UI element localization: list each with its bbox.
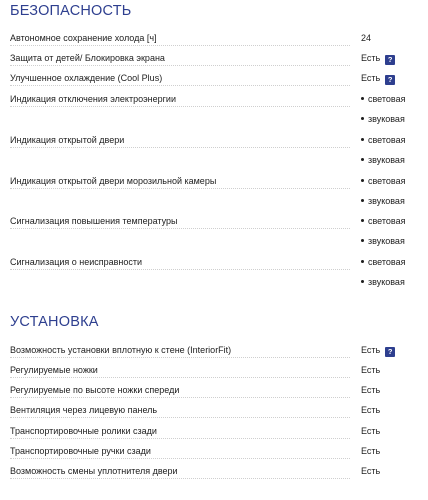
- help-icon[interactable]: ?: [385, 347, 395, 357]
- dotted-leader: [10, 377, 350, 378]
- dotted-leader: [10, 269, 350, 270]
- spec-row: [10, 380, 410, 400]
- spec-value: [361, 68, 395, 88]
- bullet-icon: [361, 219, 364, 222]
- option-text: световая: [368, 176, 406, 186]
- option-text: световая: [368, 216, 406, 226]
- spec-option: [361, 150, 405, 170]
- spec-option: [361, 130, 405, 150]
- spec-row: [10, 360, 410, 380]
- spec-label: Возможность смены уплотнителя двери: [10, 466, 178, 476]
- bullet-icon: [361, 199, 364, 202]
- dotted-leader: [10, 417, 350, 418]
- bullet-icon: [361, 280, 364, 283]
- dotted-leader: [10, 85, 350, 86]
- dotted-leader: [10, 397, 350, 398]
- dotted-leader: [10, 106, 350, 107]
- spec-value: Есть: [361, 426, 381, 436]
- spec-value-text: Есть: [361, 345, 381, 355]
- spec-row: [10, 461, 410, 481]
- dotted-leader: [10, 45, 350, 46]
- bullet-icon: [361, 179, 364, 182]
- spec-row: [10, 48, 410, 68]
- spec-value: [361, 340, 395, 360]
- spec-value-text: Есть: [361, 73, 381, 83]
- spec-option: [361, 171, 405, 191]
- spec-label: Улучшенное охлаждение (Cool Plus): [10, 73, 163, 83]
- spec-label: Индикация открытой двери морозильной камеры: [10, 176, 217, 186]
- spec-label: Транспортировочные ручки сзади: [10, 446, 151, 456]
- dotted-leader: [10, 188, 350, 189]
- section-title-installation: УСТАНОВКА: [10, 314, 99, 330]
- spec-option: [361, 191, 405, 211]
- spec-option: [361, 211, 405, 231]
- bullet-icon: [361, 117, 364, 120]
- help-icon[interactable]: ?: [385, 75, 395, 85]
- spec-value: Есть: [361, 385, 381, 395]
- bullet-icon: [361, 260, 364, 263]
- spec-label: Индикация отключения электроэнергии: [10, 94, 176, 104]
- spec-value: [361, 48, 395, 68]
- spec-label: Автономное сохранение холода [ч]: [10, 33, 157, 43]
- dotted-leader: [10, 228, 350, 229]
- option-text: звуковая: [368, 114, 405, 124]
- section-title-safety: БЕЗОПАСНОСТЬ: [10, 3, 132, 19]
- bullet-icon: [361, 158, 364, 161]
- dotted-leader: [10, 478, 350, 479]
- option-text: звуковая: [368, 196, 405, 206]
- spec-row: [10, 211, 410, 231]
- spec-row: [10, 252, 410, 272]
- option-text: звуковая: [368, 236, 405, 246]
- spec-option: [361, 272, 405, 292]
- dotted-leader: [10, 147, 350, 148]
- option-text: световая: [368, 94, 406, 104]
- bullet-icon: [361, 138, 364, 141]
- spec-value: Есть: [361, 466, 381, 476]
- spec-option: [361, 252, 405, 272]
- help-icon[interactable]: ?: [385, 55, 395, 65]
- spec-label: Регулируемые ножки: [10, 365, 98, 375]
- option-text: звуковая: [368, 277, 405, 287]
- option-text: звуковая: [368, 155, 405, 165]
- spec-row: [10, 340, 410, 360]
- spec-row: [10, 130, 410, 150]
- spec-label: Сигнализация повышения температуры: [10, 216, 178, 226]
- spec-label: Регулируемые по высоте ножки спереди: [10, 385, 180, 395]
- spec-row: [10, 89, 410, 109]
- spec-value-text: Есть: [361, 53, 381, 63]
- spec-row: [10, 28, 410, 48]
- spec-option: [361, 89, 405, 109]
- spec-label: Возможность установки вплотную к стене (InteriorFit): [10, 345, 232, 355]
- spec-option: [361, 109, 405, 129]
- dotted-leader: [10, 438, 350, 439]
- dotted-leader: [10, 357, 350, 358]
- spec-label: Транспортировочные ролики сзади: [10, 426, 157, 436]
- spec-row: [10, 421, 410, 441]
- spec-value: Есть: [361, 365, 381, 375]
- spec-label: Индикация открытой двери: [10, 135, 125, 145]
- spec-label: Вентиляция через лицевую панель: [10, 405, 158, 415]
- spec-option: [361, 231, 405, 251]
- option-text: световая: [368, 135, 406, 145]
- spec-row: [10, 68, 410, 88]
- spec-label: Защита от детей/ Блокировка экрана: [10, 53, 165, 63]
- dotted-leader: [10, 458, 350, 459]
- spec-row: [10, 171, 410, 191]
- spec-row: [10, 441, 410, 461]
- spec-row: [10, 400, 410, 420]
- option-text: световая: [368, 257, 406, 267]
- spec-label: Сигнализация о неисправности: [10, 257, 143, 267]
- spec-value: Есть: [361, 446, 381, 456]
- spec-value: 24: [361, 33, 372, 43]
- spec-value: Есть: [361, 405, 381, 415]
- bullet-icon: [361, 97, 364, 100]
- bullet-icon: [361, 239, 364, 242]
- dotted-leader: [10, 65, 350, 66]
